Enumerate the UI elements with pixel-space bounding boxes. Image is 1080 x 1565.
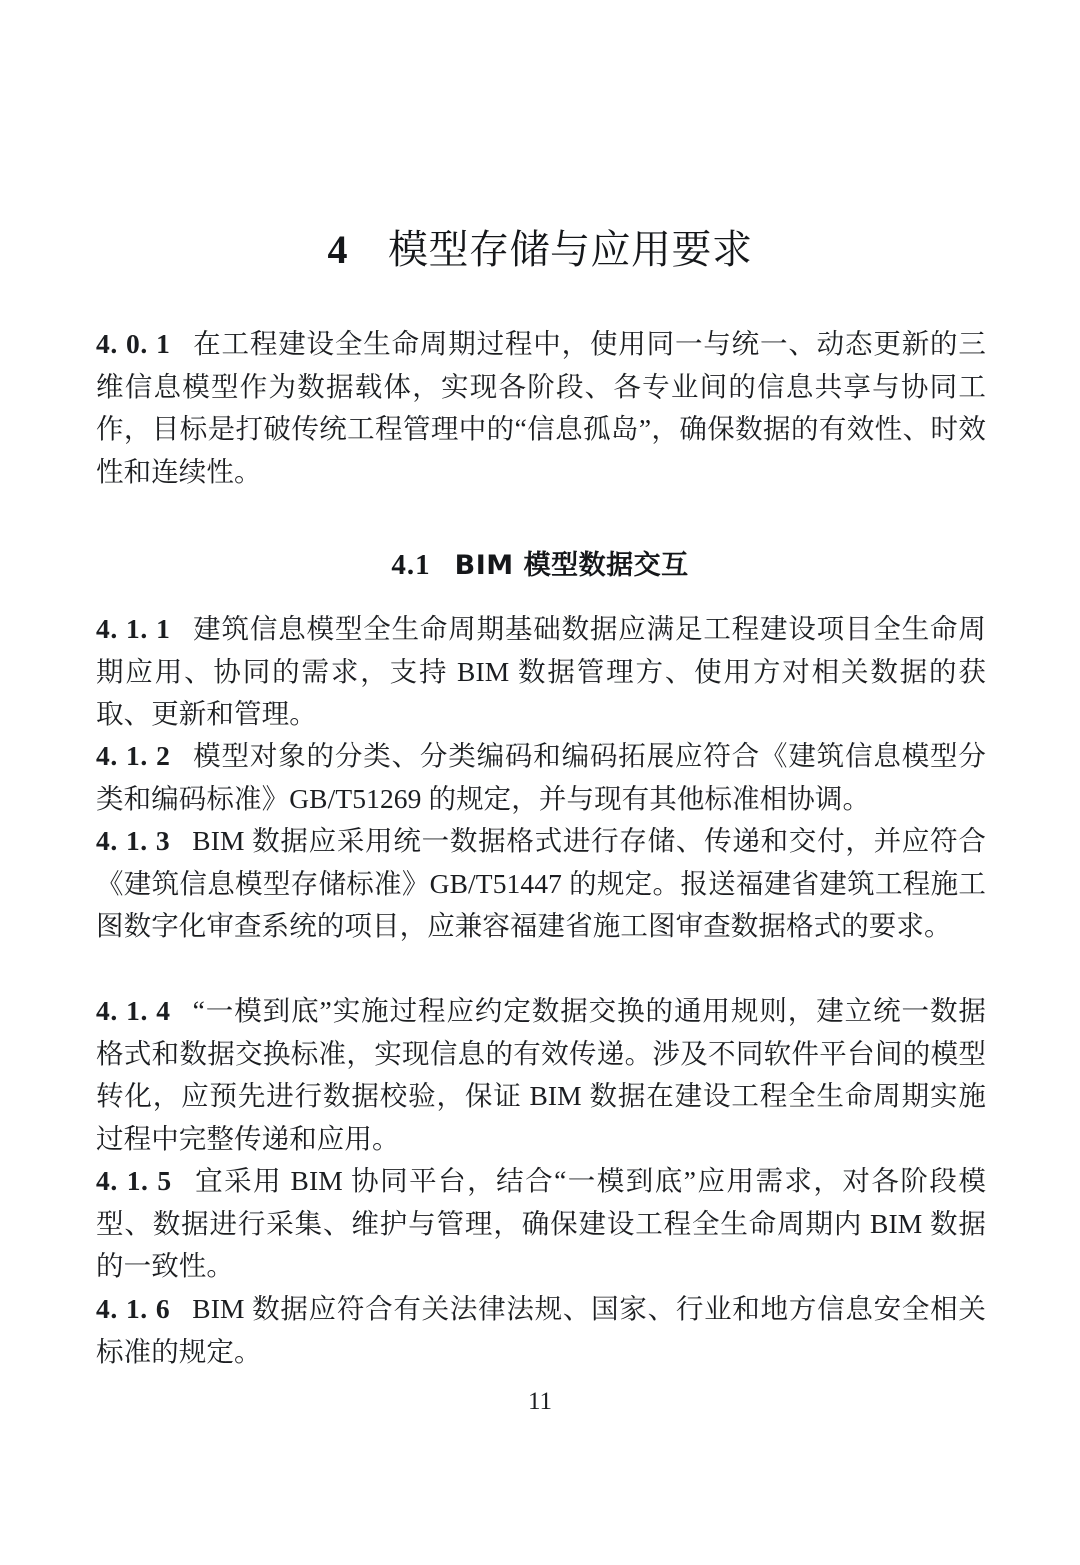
clause-text: 模型对象的分类、分类编码和编码拓展应符合《建筑信息模型分类和编码标准》GB/T51269 的规定，并与现有其他标准相协调。 [96,740,986,814]
clause-block-414 [96,990,986,1160]
clause-number: 4. 1. 5 [96,1165,172,1196]
clause-paragraph [96,820,986,948]
clause-paragraph [96,1160,986,1288]
clause-number: 4. 1. 6 [96,1293,171,1324]
clause-paragraph [96,608,986,736]
clause-paragraph [96,323,986,493]
clause-paragraph [96,1288,986,1373]
clause-number: 4. 1. 2 [96,740,171,771]
clause-block-411 [96,608,986,736]
clause-block-412 [96,735,986,820]
chapter-number: 4 [327,226,348,272]
clause-text: 宜采用 BIM 协同平台，结合“一模到底”应用需求，对各阶段模型、数据进行采集、维护与管理，确保建设工程全生命周期内 BIM 数据的一致性。 [96,1165,987,1282]
chapter-heading [0,225,1080,275]
clause-text: BIM 数据应采用统一数据格式进行存储、传递和交付，并应符合《建筑信息模型存储标准》GB/T51447 的规定。报送福建省建筑工程施工图数字化审查系统的项目，应兼容福建省施工图审查数据格式的要求。 [96,825,987,942]
clause-text: “一模到底”实施过程应约定数据交换的通用规则，建立统一数据格式和数据交换标准，实现信息的有效传递。涉及不同软件平台间的模型转化，应预先进行数据校验，保证 BIM 数据在建设工程全生命周期实施过程中完整传递和应用。 [96,995,987,1154]
chapter-title-text: 模型存储与应用要求 [388,226,753,272]
clause-number: 4. 1. 3 [96,825,171,856]
clause-number: 4. 0. 1 [96,328,171,359]
clause-block-415 [96,1160,986,1288]
clause-number: 4. 1. 1 [96,613,171,644]
clause-paragraph [96,990,986,1160]
section-title-text: BIM 模型数据交互 [454,550,689,582]
clause-text: 建筑信息模型全生命周期基础数据应满足工程建设项目全生命周期应用、协同的需求，支持 BIM 数据管理方、使用方对相关数据的获取、更新和管理。 [96,613,986,730]
page-number: 11 [527,1388,553,1415]
section-number: 4.1 [391,549,431,582]
clause-number: 4. 1. 4 [96,995,171,1026]
clause-text: 在工程建设全生命周期过程中，使用同一与统一、动态更新的三维信息模型作为数据载体，实现各阶段、各专业间的信息共享与协同工作，目标是打破传统工程管理中的“信息孤岛”，确保数据的有效性、时效性和连续性。 [96,328,986,487]
clause-text: BIM 数据应符合有关法律法规、国家、行业和地方信息安全相关标准的规定。 [96,1293,987,1367]
clause-block-416 [96,1288,986,1373]
clause-block-401 [96,323,986,493]
clause-paragraph [96,735,986,820]
section-heading-41 [0,547,1080,585]
clause-block-413 [96,820,986,948]
